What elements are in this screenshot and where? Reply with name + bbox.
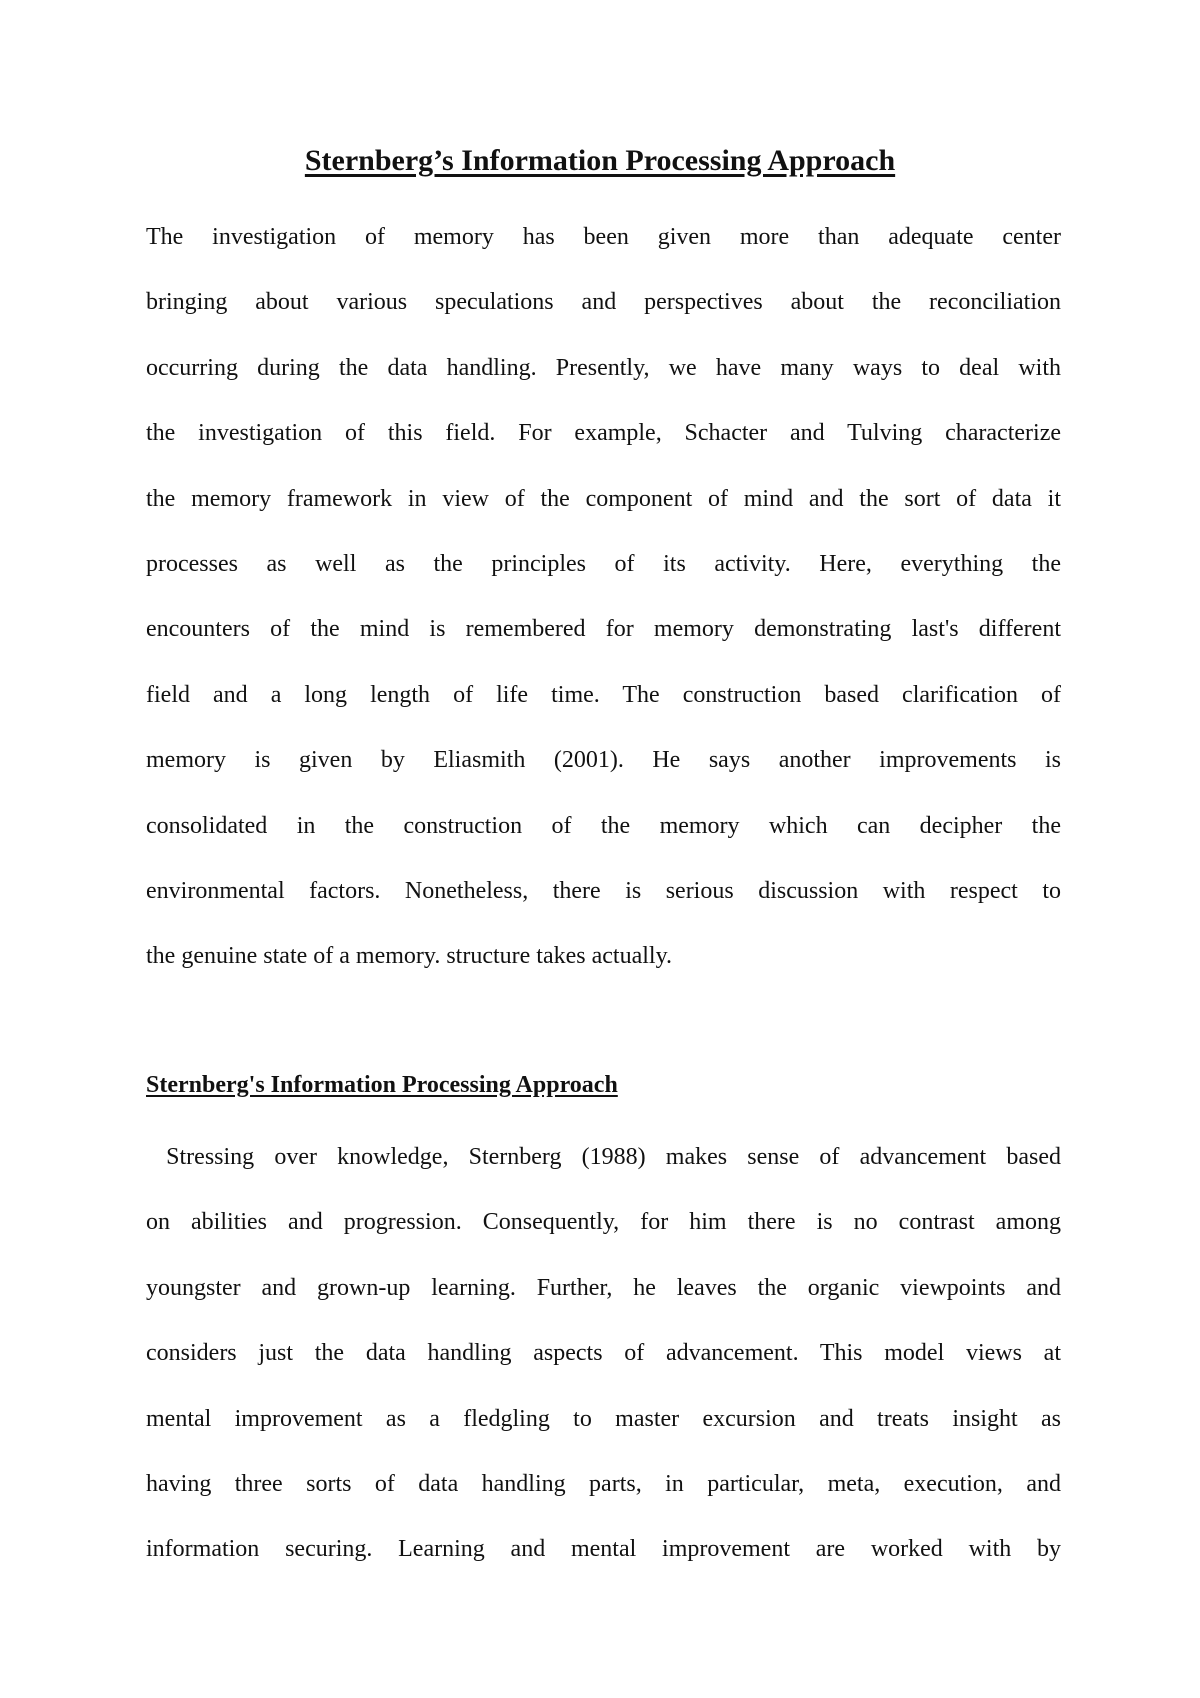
- section-heading: Sternberg's Information Processing Approach: [146, 1072, 618, 1098]
- text-line: the genuine state of a memory. structure takes actually.: [146, 943, 673, 970]
- text-line: environmental factors. Nonetheless, there is serious discussion with respect to: [146, 877, 1061, 904]
- text-line: consolidated in the construction of the memory which can decipher the: [146, 812, 1061, 839]
- text-line: mental improvement as a fledgling to master excursion and treats insight as: [146, 1405, 1061, 1432]
- text-line: the memory framework in view of the component of mind and the sort of data it: [146, 485, 1061, 512]
- text-line: The investigation of memory has been given more than adequate center: [146, 224, 1061, 250]
- text-line: occurring during the data handling. Presently, we have many ways to deal with: [146, 354, 1061, 381]
- text-line: processes as well as the principles of its activity. Here, everything the: [146, 550, 1061, 577]
- text-line: field and a long length of life time. The construction based clarification of: [146, 681, 1061, 708]
- text-line: encounters of the mind is remembered for memory demonstrating last's different: [146, 616, 1061, 643]
- text-line: on abilities and progression. Consequently, for him there is no contrast among: [146, 1209, 1061, 1236]
- document-title: Sternberg’s Information Processing Approach: [304, 144, 896, 177]
- text-line: youngster and grown-up learning. Further, he leaves the organic viewpoints and: [146, 1274, 1061, 1301]
- text-line: bringing about various speculations and perspectives about the reconciliation: [146, 289, 1061, 316]
- text-line: Stressing over knowledge, Sternberg (1988) makes sense of advancement based: [146, 1144, 1061, 1170]
- text-line: the investigation of this field. For example, Schacter and Tulving characterize: [146, 420, 1061, 447]
- text-line: memory is given by Eliasmith (2001). He says another improvements is: [146, 747, 1061, 774]
- text-line: information securing. Learning and mental improvement are worked with by: [146, 1536, 1061, 1563]
- paragraph-intro: [146, 205, 1061, 990]
- paragraph-section: [146, 1125, 1061, 1583]
- text-line: considers just the data handling aspects of advancement. This model views at: [146, 1340, 1061, 1367]
- text-line: having three sorts of data handling parts, in particular, meta, execution, and: [146, 1470, 1061, 1497]
